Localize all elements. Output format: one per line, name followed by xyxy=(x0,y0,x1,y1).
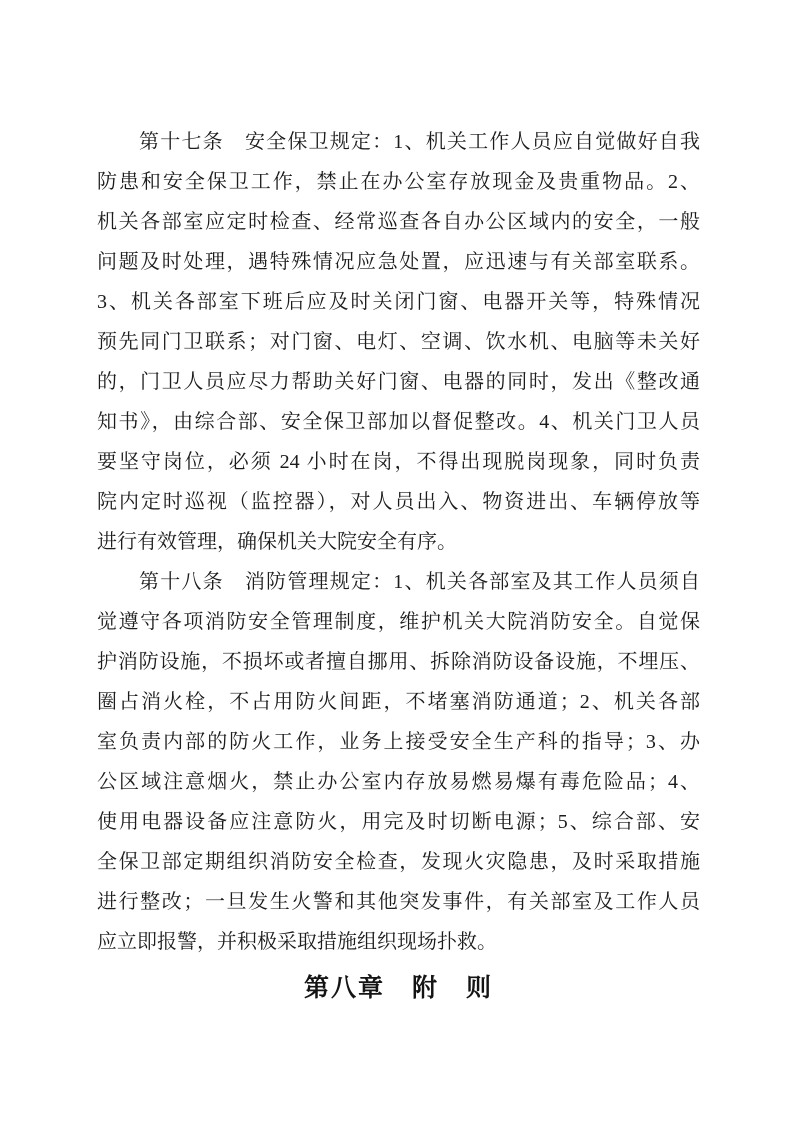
text-line: 第十七条 安全保卫规定：1、机关工作人员应自觉做好自我 xyxy=(139,131,700,153)
text-line: 的，门卫人员应尽力帮助关好门窗、电器的同时，发出《整改通 xyxy=(97,371,700,393)
text-line: 进行有效管理，确保机关大院安全有序。 xyxy=(97,531,457,553)
text-line: 要坚守岗位，必须 24 小时在岗，不得出现脱岗现象，同时负责 xyxy=(97,451,700,473)
text-line: 第十八条 消防管理规定：1、机关各部室及其工作人员须自 xyxy=(139,571,700,593)
text-line: 进行整改；一旦发生火警和其他突发事件，有关部室及工作人员 xyxy=(97,891,700,913)
text-line: 觉遵守各项消防安全管理制度，维护机关大院消防安全。自觉保 xyxy=(97,611,700,633)
text-line: 预先同门卫联系；对门窗、电灯、空调、饮水机、电脑等未关好 xyxy=(97,331,700,353)
text-line: 使用电器设备应注意防火，用完及时切断电源；5、综合部、安 xyxy=(97,811,700,833)
article-17-paragraph xyxy=(97,122,700,562)
text-line: 全保卫部定期组织消防安全检查，发现火灾隐患，及时采取措施 xyxy=(97,851,700,873)
chapter-heading: 第八章 附 则 xyxy=(303,974,493,1002)
text-line: 问题及时处理，遇特殊情况应急处置，应迅速与有关部室联系。 xyxy=(97,251,700,273)
text-line: 院内定时巡视（监控器），对人员出入、物资进出、车辆停放等 xyxy=(97,491,700,513)
text-line: 知书》，由综合部、安全保卫部加以督促整改。4、机关门卫人员 xyxy=(97,411,700,433)
text-line: 圈占消火栓，不占用防火间距，不堵塞消防通道；2、机关各部 xyxy=(97,691,700,713)
text-line: 机关各部室应定时检查、经常巡查各自办公区域内的安全，一般 xyxy=(97,211,700,233)
text-line: 室负责内部的防火工作，业务上接受安全生产科的指导；3、办 xyxy=(97,731,700,753)
text-line: 防患和安全保卫工作，禁止在办公室存放现金及贵重物品。2、 xyxy=(97,171,700,193)
article-18-paragraph xyxy=(97,562,700,962)
text-line: 应立即报警，并积极采取措施组织现场扑救。 xyxy=(97,931,497,953)
document-body xyxy=(97,122,700,1010)
text-line: 护消防设施，不损坏或者擅自挪用、拆除消防设备设施，不埋压、 xyxy=(97,651,700,673)
text-line: 3、机关各部室下班后应及时关闭门窗、电器开关等，特殊情况 xyxy=(97,291,700,313)
text-line: 公区域注意烟火，禁止办公室内存放易燃易爆有毒危险品；4、 xyxy=(97,771,700,793)
